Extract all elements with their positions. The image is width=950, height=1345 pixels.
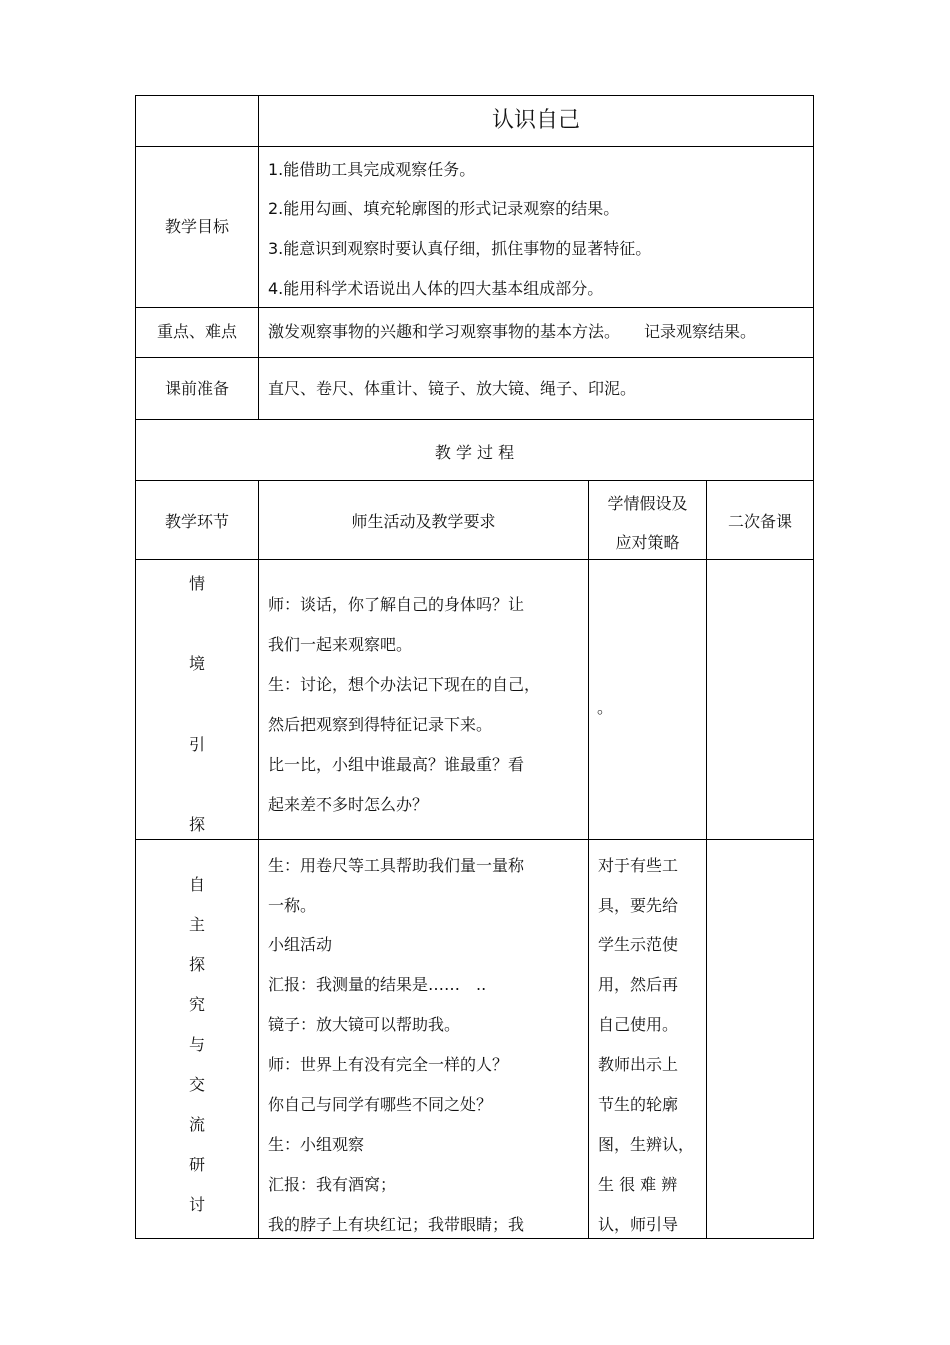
key-points-label: 重点、难点 (156, 322, 237, 341)
strategy-line: 自己使用。 (598, 1015, 679, 1034)
objective-item: 3.能意识到观察时要认真仔细，抓住事物的显著特征。 (268, 239, 652, 258)
activity-line: 师：谈话，你了解自己的身体吗？让 (268, 595, 525, 614)
strategy-line: 生 很 难 辨 (598, 1175, 678, 1194)
rule (258, 95, 259, 420)
activity-line: 师：世界上有没有完全一样的人？ (268, 1055, 509, 1074)
stage-char: 情 (188, 574, 205, 593)
rule (706, 480, 707, 1239)
stage-char: 引 (188, 735, 205, 754)
strategy-line: 图，生辨认， (598, 1135, 695, 1154)
stage-char: 境 (188, 654, 205, 673)
activity-line: 比一比，小组中谁最高？谁最重？看 (268, 755, 525, 774)
column-header-strategy: 学情假设及 (607, 494, 688, 513)
objective-item: 2.能用勾画、填充轮廓图的形式记录观察的结果。 (268, 199, 620, 218)
activity-line: 镜子：放大镜可以帮助我。 (268, 1015, 461, 1034)
activity-line: 你自己与同学有哪些不同之处？ (268, 1095, 493, 1114)
process-heading: 教 学 过 程 (434, 443, 515, 462)
stage-char: 主 (188, 915, 205, 934)
strategy-line: 教师出示上 (598, 1055, 679, 1074)
stage-char: 探 (188, 955, 205, 974)
rule (135, 95, 814, 96)
activity-line: 一称。 (268, 896, 317, 915)
stage-char: 交 (188, 1075, 205, 1094)
key-points-text: 激发观察事物的兴趣和学习观察事物的基本方法。 记录观察结果。 (268, 322, 757, 341)
preparation-text: 直尺、卷尺、体重计、镜子、放大镜、绳子、印泥。 (268, 379, 637, 398)
objectives-label: 教学目标 (164, 217, 229, 236)
rule (135, 357, 814, 358)
stage-char: 研 (188, 1155, 205, 1174)
activity-line: 生：小组观察 (268, 1135, 365, 1154)
page-title: 认识自己 (491, 108, 580, 133)
stage-char: 流 (188, 1115, 205, 1134)
rule (135, 419, 814, 420)
strategy-line: 用，然后再 (598, 975, 679, 994)
activity-line: 然后把观察到得特征记录下来。 (268, 715, 493, 734)
rule (135, 146, 814, 147)
column-header-activities: 师生活动及教学要求 (351, 512, 496, 531)
stage-char: 自 (188, 875, 205, 894)
rule (135, 559, 814, 560)
activity-line: 起来差不多时怎么办？ (268, 795, 429, 814)
activity-line: 小组活动 (268, 935, 333, 954)
stage-char: 探 (188, 815, 205, 834)
rule (135, 307, 814, 308)
activity-line: 生：讨论，想个办法记下现在的自己， (268, 675, 541, 694)
activity-line: 汇报：我有酒窝； (268, 1175, 397, 1194)
strategy-line: 对于有些工 (598, 856, 679, 875)
rule (588, 480, 589, 1239)
strategy-line: 学生示范使 (598, 935, 679, 954)
activity-line: 生：用卷尺等工具帮助我们量一量称 (268, 856, 525, 875)
rule (135, 1238, 814, 1239)
stage-char: 究 (188, 995, 205, 1014)
rule (135, 480, 814, 481)
column-header-stage: 教学环节 (164, 512, 229, 531)
column-header-strategy: 应对策略 (615, 533, 680, 552)
stage-char: 讨 (188, 1195, 205, 1214)
objective-item: 1.能借助工具完成观察任务。 (268, 160, 476, 179)
activity-line: 我们一起来观察吧。 (268, 635, 413, 654)
strategy-line: 具，要先给 (598, 896, 679, 915)
stage-char: 与 (188, 1035, 205, 1054)
strategy-line: 节生的轮廓 (598, 1095, 679, 1114)
rule (258, 480, 259, 1239)
activity-line: 汇报：我测量的结果是…… .. (268, 975, 487, 994)
strategy-line: 。 (597, 698, 614, 717)
strategy-line: 认，师引导 (598, 1215, 679, 1234)
column-header-second-prep: 二次备课 (727, 512, 792, 531)
activity-line: 我的脖子上有块红记；我带眼睛；我 (268, 1215, 525, 1234)
objective-item: 4.能用科学术语说出人体的四大基本组成部分。 (268, 279, 604, 298)
rule (135, 839, 814, 840)
preparation-label: 课前准备 (164, 379, 229, 398)
rule (813, 95, 814, 1239)
